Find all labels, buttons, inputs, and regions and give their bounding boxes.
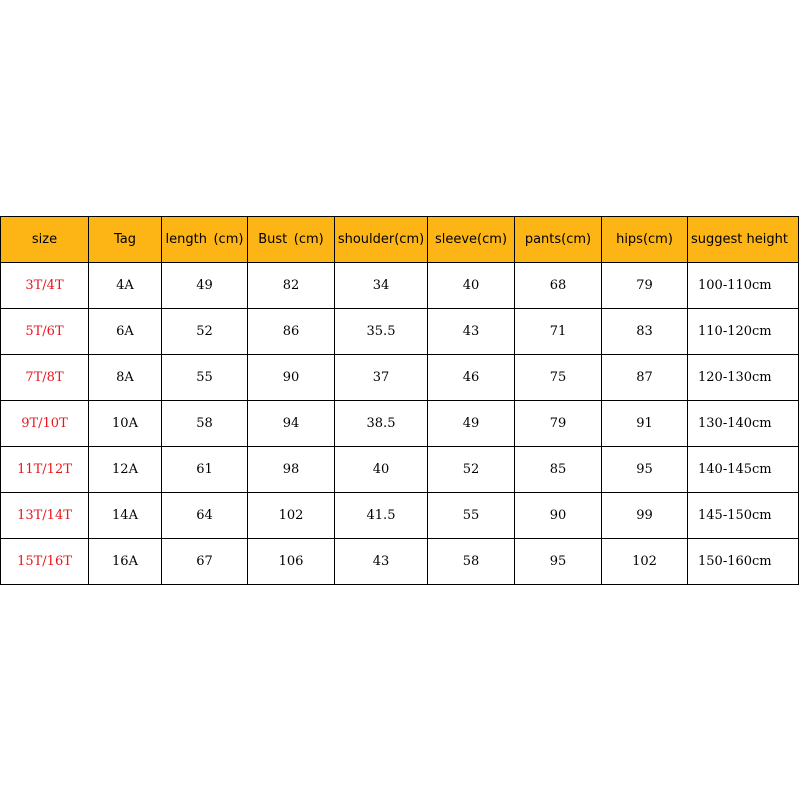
size-cell: 13T/14T bbox=[1, 493, 89, 539]
shoulder-cell: 43 bbox=[335, 539, 428, 585]
bust-cell: 102 bbox=[248, 493, 335, 539]
size-cell: 11T/12T bbox=[1, 447, 89, 493]
pants-cell: 90 bbox=[515, 493, 602, 539]
bust-cell: 90 bbox=[248, 355, 335, 401]
bust-cell: 86 bbox=[248, 309, 335, 355]
shoulder-cell: 41.5 bbox=[335, 493, 428, 539]
length-cell: 67 bbox=[162, 539, 248, 585]
pants-cell: 85 bbox=[515, 447, 602, 493]
shoulder-cell: 35.5 bbox=[335, 309, 428, 355]
length-cell: 49 bbox=[162, 263, 248, 309]
tag-cell: 8A bbox=[89, 355, 162, 401]
length-cell: 61 bbox=[162, 447, 248, 493]
header-row bbox=[1, 217, 799, 263]
size-cell: 3T/4T bbox=[1, 263, 89, 309]
header-bust: Bust (cm) bbox=[248, 217, 335, 263]
height-cell: 145-150cm bbox=[688, 493, 799, 539]
table-row bbox=[1, 401, 799, 447]
height-cell: 100-110cm bbox=[688, 263, 799, 309]
sleeve-cell: 58 bbox=[428, 539, 515, 585]
length-cell: 52 bbox=[162, 309, 248, 355]
sleeve-cell: 55 bbox=[428, 493, 515, 539]
height-cell: 140-145cm bbox=[688, 447, 799, 493]
hips-cell: 91 bbox=[602, 401, 688, 447]
hips-cell: 83 bbox=[602, 309, 688, 355]
hips-cell: 99 bbox=[602, 493, 688, 539]
header-tag: Tag bbox=[89, 217, 162, 263]
tag-cell: 14A bbox=[89, 493, 162, 539]
hips-cell: 87 bbox=[602, 355, 688, 401]
bust-cell: 94 bbox=[248, 401, 335, 447]
hips-cell: 102 bbox=[602, 539, 688, 585]
tag-cell: 4A bbox=[89, 263, 162, 309]
header-hips: hips(cm) bbox=[602, 217, 688, 263]
hips-cell: 95 bbox=[602, 447, 688, 493]
table-row bbox=[1, 263, 799, 309]
length-cell: 58 bbox=[162, 401, 248, 447]
pants-cell: 79 bbox=[515, 401, 602, 447]
pants-cell: 75 bbox=[515, 355, 602, 401]
sleeve-cell: 49 bbox=[428, 401, 515, 447]
height-cell: 150-160cm bbox=[688, 539, 799, 585]
size-cell: 7T/8T bbox=[1, 355, 89, 401]
table-row bbox=[1, 447, 799, 493]
height-cell: 130-140cm bbox=[688, 401, 799, 447]
tag-cell: 12A bbox=[89, 447, 162, 493]
size-cell: 15T/16T bbox=[1, 539, 89, 585]
pants-cell: 68 bbox=[515, 263, 602, 309]
header-suggest-height: suggest height bbox=[688, 217, 799, 263]
tag-cell: 10A bbox=[89, 401, 162, 447]
bust-cell: 98 bbox=[248, 447, 335, 493]
pants-cell: 95 bbox=[515, 539, 602, 585]
header-size: size bbox=[1, 217, 89, 263]
sleeve-cell: 52 bbox=[428, 447, 515, 493]
size-cell: 5T/6T bbox=[1, 309, 89, 355]
length-cell: 64 bbox=[162, 493, 248, 539]
bust-cell: 106 bbox=[248, 539, 335, 585]
pants-cell: 71 bbox=[515, 309, 602, 355]
sleeve-cell: 40 bbox=[428, 263, 515, 309]
header-pants: pants(cm) bbox=[515, 217, 602, 263]
shoulder-cell: 40 bbox=[335, 447, 428, 493]
bust-cell: 82 bbox=[248, 263, 335, 309]
header-shoulder: shoulder(cm) bbox=[335, 217, 428, 263]
table-row bbox=[1, 539, 799, 585]
sleeve-cell: 43 bbox=[428, 309, 515, 355]
sleeve-cell: 46 bbox=[428, 355, 515, 401]
size-chart-table bbox=[0, 216, 799, 585]
shoulder-cell: 34 bbox=[335, 263, 428, 309]
size-cell: 9T/10T bbox=[1, 401, 89, 447]
length-cell: 55 bbox=[162, 355, 248, 401]
shoulder-cell: 38.5 bbox=[335, 401, 428, 447]
header-length: length (cm) bbox=[162, 217, 248, 263]
height-cell: 110-120cm bbox=[688, 309, 799, 355]
header-sleeve: sleeve(cm) bbox=[428, 217, 515, 263]
height-cell: 120-130cm bbox=[688, 355, 799, 401]
tag-cell: 16A bbox=[89, 539, 162, 585]
tag-cell: 6A bbox=[89, 309, 162, 355]
hips-cell: 79 bbox=[602, 263, 688, 309]
table-row bbox=[1, 309, 799, 355]
table-row bbox=[1, 355, 799, 401]
table-row bbox=[1, 493, 799, 539]
shoulder-cell: 37 bbox=[335, 355, 428, 401]
